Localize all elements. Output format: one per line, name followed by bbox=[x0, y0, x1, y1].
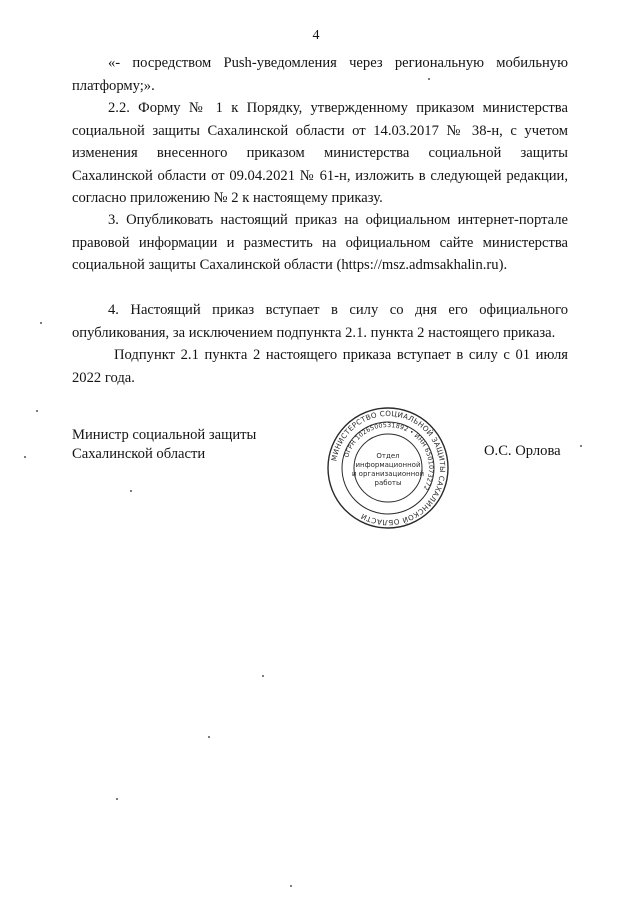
stamp-middle-ring-text: ОГРН 1026500531892 • ИНН 6501073272 bbox=[343, 421, 435, 492]
signature-position bbox=[72, 426, 256, 464]
paragraph-effective-date: Подпункт 2.1 пункта 2 настоящего приказа вступает в силу с 01 июля 2022 года. bbox=[72, 347, 568, 386]
scan-speck bbox=[130, 490, 132, 492]
stamp-center-line1: Отдел bbox=[376, 452, 400, 460]
paragraph-4: 4. Настоящий приказ вступает в силу со дня его официального опубликования, за исключением подпункта 2.1. пункта 2 настоящего приказа. bbox=[72, 302, 568, 341]
paragraph-2-2: 2.2. Форму № 1 к Порядку, утвержденному приказом министерства социальной защиты Сахалинской области от 14.03.2017 № 38-н, с учетом изменения внесенного приказом министерства социальной защиты Сахалинской области от 09.04.2021 № 61-н, изложить в следующей редакции, согласно приложению № 2 к настоящему приказу. bbox=[72, 100, 568, 207]
scan-speck bbox=[116, 798, 118, 800]
paragraph-3: 3. Опубликовать настоящий приказ на официальном интернет-портале правовой информации и разместить на официальном сайте министерства социальной защиты Сахалинской области (https://msz.admsakhalin.ru). bbox=[72, 212, 568, 274]
paragraph-push-notification: «- посредством Push-уведомления через региональную мобильную платформу;». bbox=[72, 55, 568, 94]
scan-speck bbox=[580, 445, 582, 447]
stamp-center-line4: работы bbox=[374, 479, 402, 487]
stamp-center-line3: и организационной bbox=[351, 470, 425, 478]
signature-position-line1: Министр социальной защиты bbox=[72, 427, 257, 443]
scan-speck bbox=[208, 736, 210, 738]
signature-position-line2: Сахалинской области bbox=[72, 446, 206, 462]
scan-speck bbox=[262, 675, 264, 677]
official-stamp bbox=[326, 406, 450, 530]
signature-name: О.С. Орлова bbox=[484, 443, 561, 459]
stamp-outer-ring-text: МИНИСТЕРСТВО СОЦИАЛЬНОЙ ЗАЩИТЫ САХАЛИНСКОЙ ОБЛАСТИ bbox=[329, 408, 448, 528]
scan-speck bbox=[428, 78, 430, 80]
scan-speck bbox=[36, 410, 38, 412]
scan-speck bbox=[24, 456, 26, 458]
page-number: 4 bbox=[312, 28, 320, 43]
scan-speck bbox=[40, 322, 42, 324]
scan-speck bbox=[290, 885, 292, 887]
stamp-center-line2: информационной bbox=[355, 461, 421, 469]
